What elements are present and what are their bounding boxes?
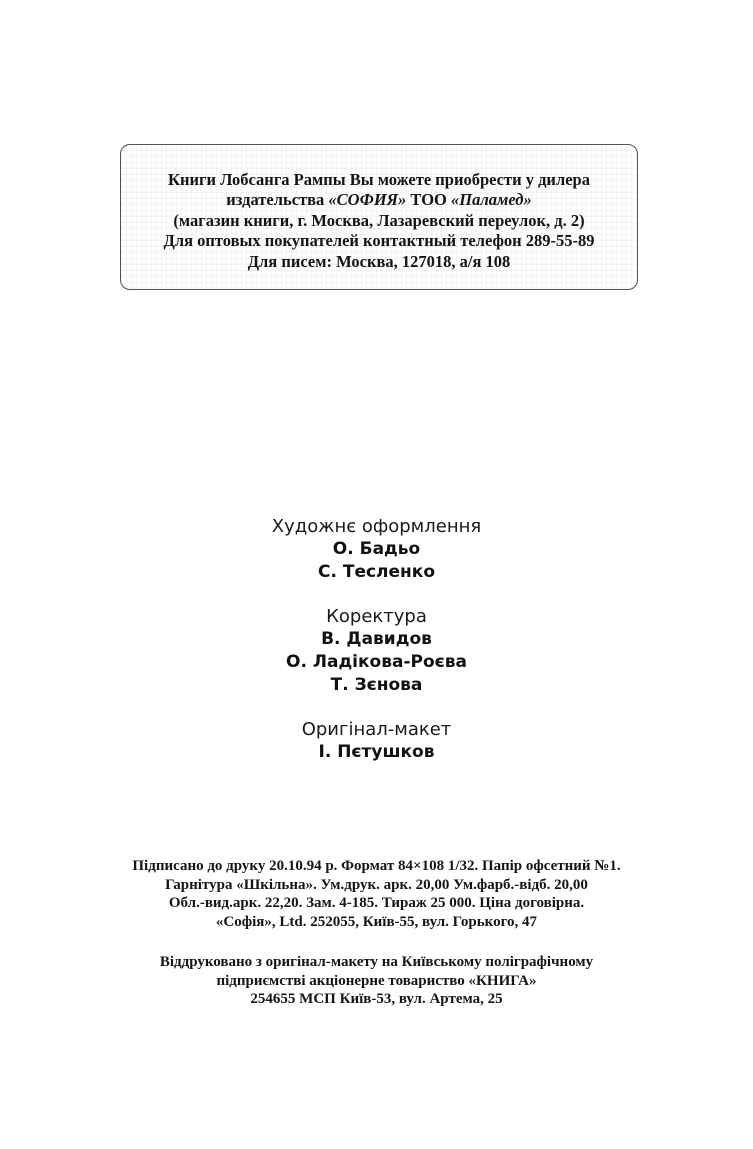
printer-section <box>0 953 753 1009</box>
imprint-section <box>0 857 753 932</box>
proof-person: Т. Зєнова <box>330 675 423 695</box>
credits-proofreading <box>0 605 753 697</box>
credits-layout <box>0 718 753 764</box>
proof-person: В. Давидов <box>321 629 432 649</box>
dealer-line-2 <box>121 190 637 210</box>
dealer-info-text <box>121 170 637 272</box>
imprint-line: Обл.-вид.арк. 22,20. Зам. 4-185. Тираж 25 000. Ціна договірна. <box>168 895 585 912</box>
printer-line: підприємстві акціонерне товариство «КНИГА» <box>216 972 537 989</box>
imprint-line: Гарнітура «Шкільна». Ум.друк. арк. 20,00 Ум.фарб.-відб. 20,00 <box>165 876 588 893</box>
layout-label: Оригінал-макет <box>301 719 452 740</box>
proof-person: О. Ладікова-Роєва <box>286 652 467 672</box>
credits-section <box>0 515 753 785</box>
design-label: Художнє оформлення <box>271 516 482 537</box>
layout-person: І. Пєтушков <box>318 742 435 762</box>
dealer-info-box <box>120 144 638 290</box>
dealer-line-4: Для оптовых покупателей контактный телефон 289-55-89 <box>163 231 595 251</box>
partner-name: «Паламед» <box>451 190 532 210</box>
dealer-line-2-prefix: издательства <box>226 190 329 210</box>
printer-line: 254655 МСП Київ-53, вул. Артема, 25 <box>250 991 503 1008</box>
dealer-line-3: (магазин книги, г. Москва, Лазаревский переулок, д. 2) <box>173 210 585 230</box>
imprint-line: «Софія», Ltd. 252055, Київ-55, вул. Горького, 47 <box>215 914 538 931</box>
dealer-line-2-mid: ТОО <box>406 190 451 210</box>
printer-line: Віддруковано з оригінал-макету на Київському поліграфічному <box>159 954 594 970</box>
credits-design <box>0 515 753 584</box>
design-person: С. Тесленко <box>318 562 435 582</box>
publisher-name: «СОФИЯ» <box>328 190 407 210</box>
dealer-line-1: Книги Лобсанга Рампы Вы можете приобрести у дилера <box>168 170 590 189</box>
dealer-line-5: Для писем: Москва, 127018, а/я 108 <box>247 251 511 271</box>
imprint-line: Підписано до друку 20.10.94 р. Формат 84×108 1/32. Папір офсетний №1. <box>132 858 621 874</box>
design-person: О. Бадьо <box>332 539 421 559</box>
proof-label: Коректура <box>326 606 427 627</box>
